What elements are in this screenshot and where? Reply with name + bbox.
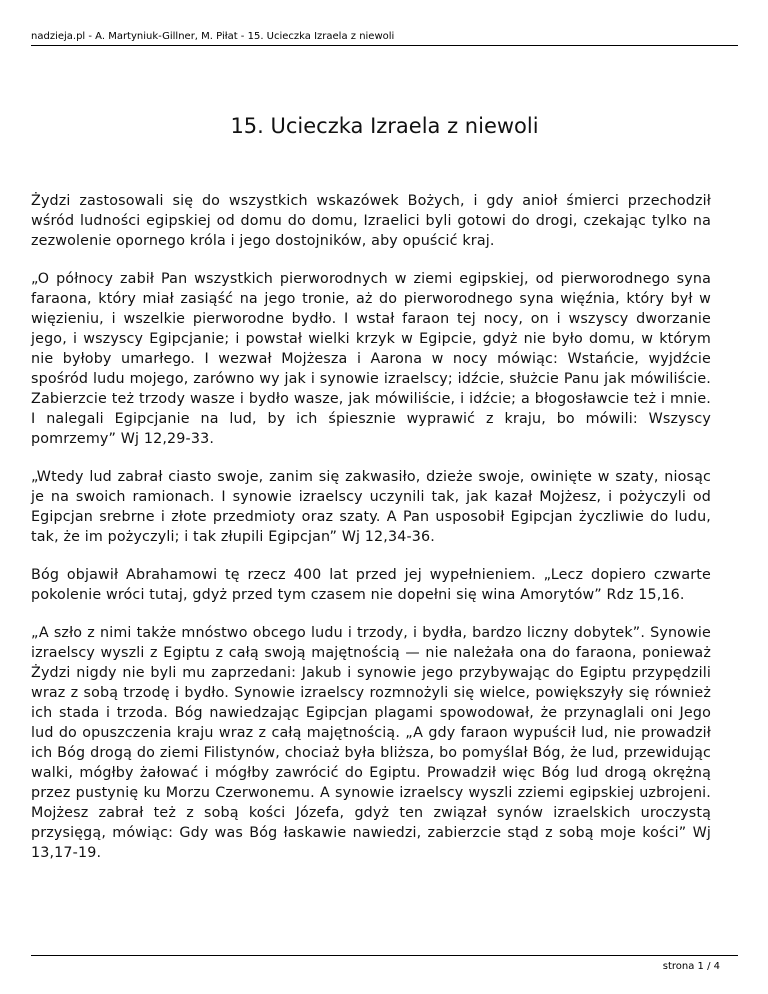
paragraph: „Wtedy lud zabrał ciasto swoje, zanim się zakwasiło, dzieże swoje, owinięte w szaty, niosąc je na swoich ramionach. I synowie izraelscy uczynili tak, jak kazał Mojżesz, i pożyczyli od Egipcjan srebrne i złote przedmioty oraz szaty. A Pan usposobił Egipcjan życzliwie do ludu, tak, że im pożyczyli; i tak złupili Egipcjan” Wj 12,34-36. bbox=[31, 469, 711, 545]
page-title: 15. Ucieczka Izraela z niewoli bbox=[230, 114, 539, 138]
paragraph: Bóg objawił Abrahamowi tę rzecz 400 lat przed jej wypełnieniem. „Lecz dopiero czwarte pokolenie wróci tutaj, gdyż przed tym czasem nie dopełni się wina Amorytów” Rdz 15,16. bbox=[31, 567, 711, 603]
page-number: strona 1 / 4 bbox=[662, 961, 720, 972]
header-divider bbox=[31, 45, 738, 46]
paragraph: Żydzi zastosowali się do wszystkich wskazówek Bożych, i gdy anioł śmierci przechodził wśród ludności egipskiej od domu do domu, Izraelici byli gotowi do drogi, czekając tylko na zezwolenie opornego króla i jego dostojników, aby opuścić kraj. bbox=[31, 193, 711, 249]
page-header: nadzieja.pl - A. Martyniuk-Gillner, M. Piłat - 15. Ucieczka Izraela z niewoli bbox=[31, 31, 395, 42]
paragraph: „O północy zabił Pan wszystkich pierworodnych w ziemi egipskiej, od pierworodnego syna faraona, który miał zasiąść na jego tronie, aż do pierworodnego syna więźnia, który był w więzieniu, i wszelkie pierworodne bydło. I wstał faraon tej nocy, on i wszyscy dworzanie jego, i wszyscy Egipcjanie; i powstał wielki krzyk w Egipcie, gdyż nie było domu, w którym nie byłoby umarłego. I wezwał Mojżesza i Aarona w nocy mówiąc: Wstańcie, wyjdźcie spośród ludu mojego, zarówno wy jak i synowie izraelscy; idźcie, służcie Panu jak mówiliście. Zabierzcie też trzody wasze i bydło wasze, jak mówiliście, i idźcie; a błogosławcie też i mnie. I nalegali Egipcjanie na lud, by ich śpiesznie wyprawić z kraju, bo mówili: Wszyscy pomrzemy” Wj 12,29-33. bbox=[31, 271, 711, 447]
paragraph: „A szło z nimi także mnóstwo obcego ludu i trzody, i bydła, bardzo liczny dobytek”. Synowie izraelscy wyszli z Egiptu z całą swoją majętnością — nie należała ona do faraona, ponieważ Żydzi nigdy nie byli mu zaprzedani: Jakub i synowie jego przybywając do Egiptu przypędzili wraz z sobą trzodę i bydło. Synowie izraelscy rozmnożyli się wielce, powiększyły się również ich stada i trzoda. Bóg nawiedzając Egipcjan plagami spowodował, że przynaglali oni Jego lud do opuszczenia kraju wraz z całą majętnością. „A gdy faraon wypuścił lud, nie prowadził ich Bóg drogą do ziemi Filistynów, chociaż była bliższa, bo pomyślał Bóg, że lud, przewidując walki, mógłby żałować i mógłby zawrócić do Egiptu. Prowadził więc Bóg lud drogą okrężną przez pustynię ku Morzu Czerwonemu. A synowie izraelscy wyszli zziemi egipskiej uzbrojeni. Mojżesz zabrał też z sobą kości Józefa, gdyż ten związał synów izraelskich uroczystą przysięgą, mówiąc: Gdy was Bóg łaskawie nawiedzi, zabierzcie stąd z sobą moje kości” Wj 13,17-19. bbox=[31, 625, 711, 861]
footer-divider bbox=[31, 955, 738, 956]
article-body bbox=[31, 191, 711, 881]
